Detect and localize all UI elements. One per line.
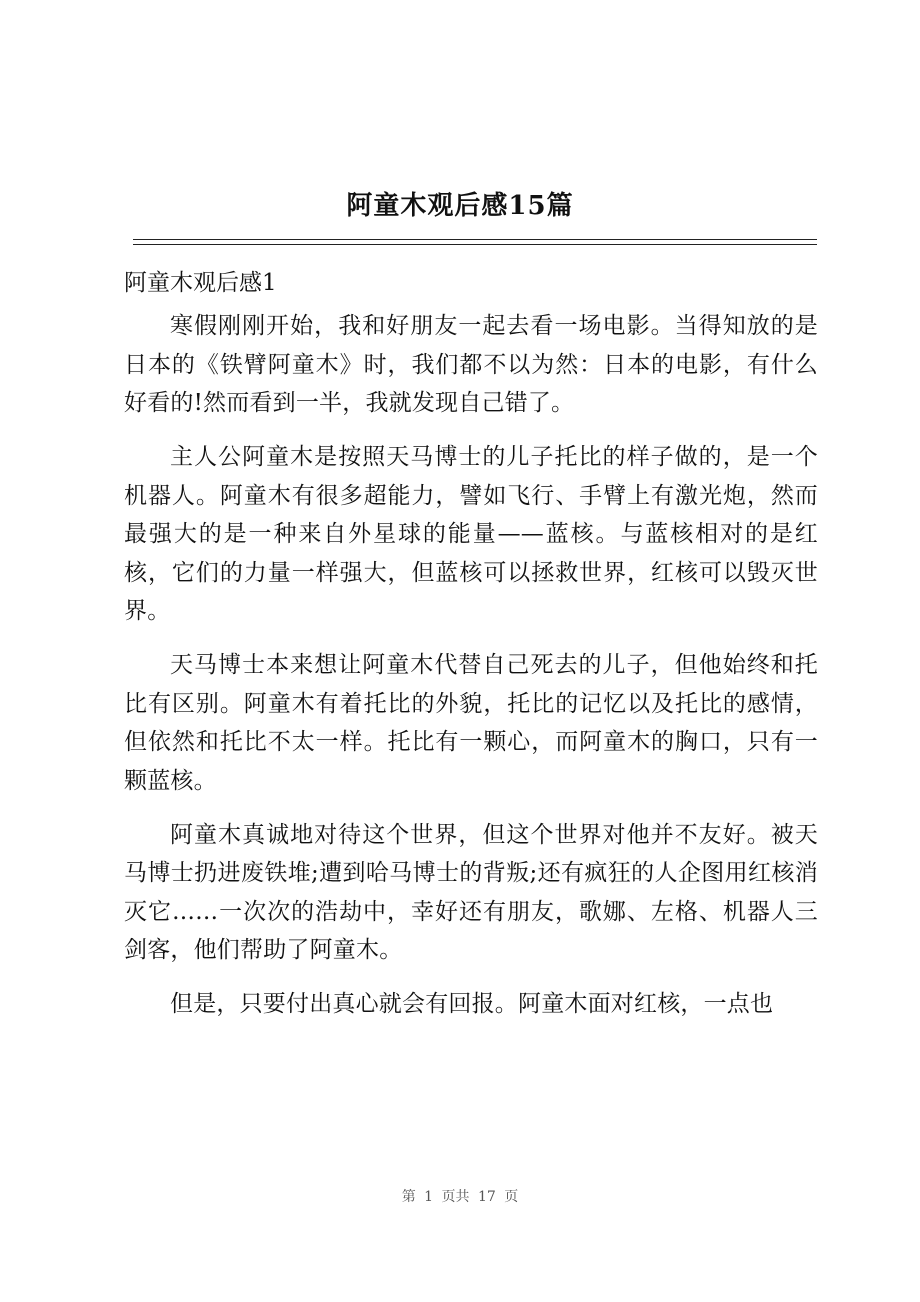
footer-prefix: 第: [401, 1189, 416, 1205]
paragraph-2: 主人公阿童木是按照天马博士的儿子托比的样子做的，是一个机器人。阿童木有很多超能力，譬如飞行、手臂上有激光炮，然而最强大的是一种来自外星球的能量——蓝核。与蓝核相对的是红核，它们的力量一样强大，但蓝核可以拯救世界，红核可以毁灭世界。: [124, 444, 818, 624]
document-body: [124, 264, 818, 1039]
paragraph-4: 阿童木真诚地对待这个世界，但这个世界对他并不友好。被天马博士扔进废铁堆;遭到哈马博士的背叛;还有疯狂的人企图用红核消灭它……一次次的浩劫中，幸好还有朋友，歌娜、左格、机器人三剑客，他们帮助了阿童木。: [124, 821, 818, 963]
footer-suffix: 页: [504, 1189, 519, 1205]
page-title: 阿童木观后感15篇: [346, 191, 574, 221]
paragraph-5: 但是，只要付出真心就会有回报。阿童木面对红核，一点也: [170, 991, 774, 1017]
footer-middle: 页共: [441, 1189, 470, 1205]
page-footer: [0, 1187, 920, 1207]
title-double-rule: [133, 239, 817, 245]
section-heading: 阿童木观后感1: [124, 270, 277, 296]
footer-total-pages: 17: [478, 1189, 496, 1205]
paragraph-1: 寒假刚刚开始，我和好朋友一起去看一场电影。当得知放的是日本的《铁臂阿童木》时，我们都不以为然：日本的电影，有什么好看的!然而看到一半，我就发现自己错了。: [124, 313, 818, 416]
footer-current-page: 1: [424, 1189, 434, 1205]
paragraph-3: 天马博士本来想让阿童木代替自己死去的儿子，但他始终和托比有区别。阿童木有着托比的外貌，托比的记忆以及托比的感情，但依然和托比不太一样。托比有一颗心，而阿童木的胸口，只有一颗蓝核。: [124, 652, 818, 794]
